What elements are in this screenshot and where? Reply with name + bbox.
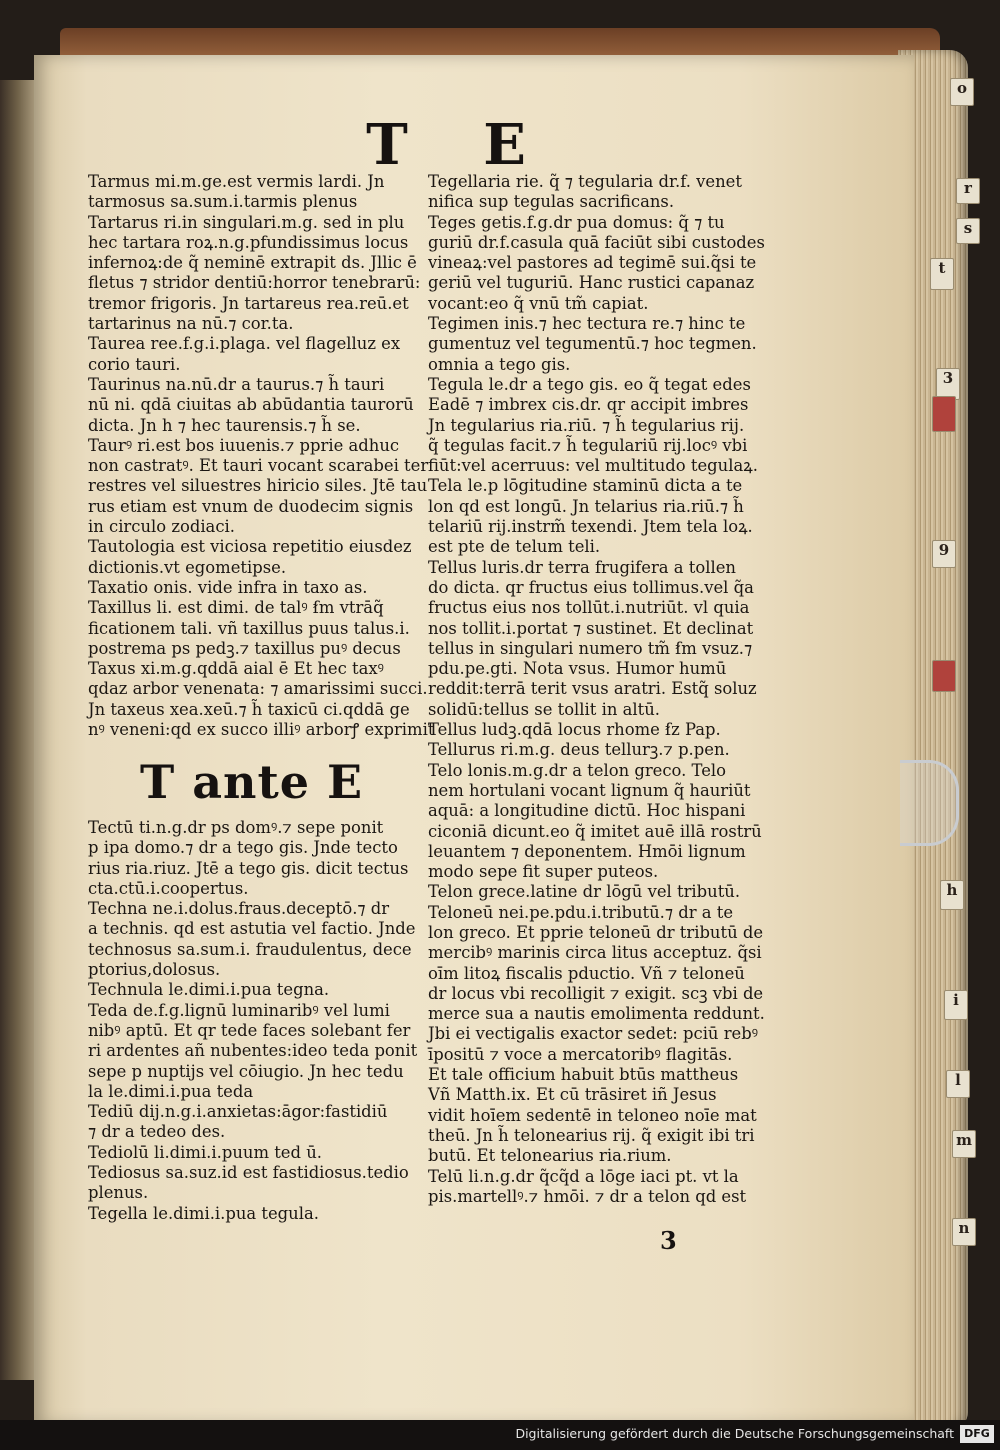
text-line: īpositū ⁊ voce a mercatoribꝰ flagitās.: [428, 1044, 733, 1064]
text-line: Tediosus sa.suz.id est fastidiosus.tedio: [88, 1163, 409, 1183]
text-line: Taurinus na.nū.dr a taurus.⁊ h̃ tauri: [88, 374, 385, 394]
text-line: Technula le.dimi.i.pua tegna.: [88, 980, 330, 1000]
text-line: omnia a tego gis.: [428, 354, 571, 374]
thumb-index-tab: 3: [936, 368, 960, 400]
text-line: reddit:terrā terit vsus aratri. Estq̃ soluz: [428, 679, 757, 699]
text-line: Tartarus ri.in singulari.m.g. sed in plu: [88, 212, 405, 232]
text-line: gumentuz vel tegumentū.⁊ hoc tegmen.: [428, 334, 757, 354]
text-line: Tegimen inis.⁊ hec tectura re.⁊ hinc te: [428, 314, 746, 334]
text-line: pdu.pe.gti. Nota vsus. Humor humū: [428, 659, 727, 679]
text-line: Taxillus li. est dimi. de talꝰ ẜm vtrāq̃: [88, 598, 384, 618]
text-line: Jn tegularius ria.riū. ⁊ h̃ tegularius rij.: [428, 415, 745, 435]
dfg-logo: DFG: [960, 1425, 994, 1443]
thumb-index-tab: n: [952, 1218, 976, 1246]
text-line: leuantem ⁊ deponentem. Hmōi lignum: [428, 841, 746, 861]
footer-credit: Digitalisierung gefördert durch die Deutsche Forschungsgemeinschaft: [515, 1426, 954, 1441]
text-line: Taurea ree.f.g.i.plaga. vel flagelluz ex: [88, 334, 401, 354]
text-line: nibꝰ aptū. Et qr tede faces solebant fer: [88, 1020, 411, 1040]
text-line: guriū dr.f.casula quā faciūt sibi custodes: [428, 232, 765, 252]
thumb-index-tab: o: [950, 78, 974, 106]
text-line: Et tale officium habuit btūs mattheus: [428, 1065, 739, 1085]
text-line: Teges getis.f.g.dr pua domus: q̃ ⁊ tu: [428, 212, 725, 232]
text-line: plenus.: [88, 1183, 149, 1203]
text-line: fletus ⁊ stridor dentiū:horror tenebrarū:: [88, 273, 421, 293]
thumb-index-tab: 9: [932, 540, 956, 568]
text-line: q̃ tegulas facit.⁊ h̃ tegulariū rij.locꝰ vbi: [428, 435, 748, 455]
text-line: rius ria.riuz. Jtē a tego gis. dicit tectus: [88, 858, 409, 878]
text-line: do dicta. qr fructus eius tollimus.vel q̃a: [428, 577, 754, 597]
thumb-index-tab-red: [932, 396, 956, 432]
text-line: geriū vel tuguriū. Hanc rustici capanaz: [428, 273, 755, 293]
text-line: ficationem tali. vñ taxillus puus talus.i.: [88, 618, 410, 638]
text-line: Tela le.p lōgitudine staminū dicta a te: [428, 476, 743, 496]
page-heading: T E: [366, 112, 554, 178]
text-line: dictionis.vt egometipse.: [88, 557, 287, 577]
text-line: tellus in singulari numero tm̃ ẜm vsuz.⁊: [428, 638, 753, 658]
text-line: dr locus vbi recolligit ⁊ exigit. scꝫ vbi de: [428, 983, 764, 1003]
text-line: Tautologia est viciosa repetitio eiusdez: [88, 537, 412, 557]
text-line: ciconiā dicunt.eo q̃ imitet auē illā rostrū: [428, 821, 762, 841]
text-line: Tediū dij.n.g.i.anxietas:āgor:fastidiū: [88, 1102, 388, 1122]
text-line: Teloneū nei.pe.pdu.i.tributū.⁊ dr a te: [428, 902, 734, 922]
text-line: Tellurus ri.m.g. deus tellurꝫ.⁊ p.pen.: [428, 740, 730, 760]
text-line: merce sua a nautis emolimenta reddunt.: [428, 1004, 765, 1024]
text-line: lon qd est longū. Jn telarius ria.riū.⁊ h̃: [428, 496, 744, 516]
left-column-lower: [88, 818, 418, 1224]
text-line: vidit hoīem sedentē in teloneo noīe mat: [428, 1105, 757, 1125]
text-line: non castratꝰ. Et tauri vocant scarabei ter: [88, 456, 429, 476]
section-heading: T ante E: [140, 755, 364, 809]
thumb-index-tab: l: [946, 1070, 970, 1098]
text-line: nifica sup tegulas sacrificans.: [428, 192, 675, 212]
text-line: Techna ne.i.dolus.fraus.deceptō.⁊ dr: [88, 899, 390, 919]
text-line: infernoꝝ:de q̃ neminē extrapit ds. Jllic ē: [88, 253, 417, 273]
text-line: Tegella le.dimi.i.pua tegula.: [88, 1203, 319, 1223]
text-line: Telū li.n.g.dr q̃cq̃d a lōge iaci pt. vt la: [428, 1166, 739, 1186]
thumb-index-tab: t: [930, 258, 954, 290]
text-line: mercibꝰ marinis circa litus acceptuz. q̃si: [428, 943, 762, 963]
thumb-index-tab: i: [944, 990, 968, 1020]
text-line: vineaꝝ:vel pastores ad tegimē sui.q̃si te: [428, 253, 757, 273]
text-line: vocant:eo q̃ vnū tm̃ capiat.: [428, 293, 649, 313]
text-line: fiūt:vel acerruus: vel multitudo tegulaꝝ.: [428, 456, 758, 476]
text-line: theū. Jn h̃ telonearius rij. q̃ exigit ibi tri: [428, 1125, 755, 1145]
text-line: Taxatio onis. vide infra in taxo as.: [88, 577, 368, 597]
text-line: tartarinus na nū.⁊ cor.ta.: [88, 314, 294, 334]
text-line: in circulo zodiaci.: [88, 517, 235, 537]
text-line: Jbi ei vectigalis exactor sedet: pciū rebꝰ: [428, 1024, 758, 1044]
text-line: aquā: a longitudine dictū. Hoc hispani: [428, 801, 746, 821]
text-line: lon greco. Et pprie teloneū dr tributū de: [428, 922, 764, 942]
text-line: Eadē ⁊ imbrex cis.dr. qr accipit imbres: [428, 395, 749, 415]
text-line: pis.martellꝰ.⁊ hmōi. ⁊ dr a telon qd est: [428, 1186, 747, 1206]
page-clip: [900, 760, 959, 846]
text-line: corio tauri.: [88, 354, 181, 374]
text-line: Telo lonis.m.g.dr a telon greco. Telo: [428, 760, 727, 780]
text-line: Teda de.f.g.lignū luminaribꝰ vel lumi: [88, 1000, 390, 1020]
text-line: a technis. qd est astutia vel factio. Jnde: [88, 919, 416, 939]
right-column: [428, 172, 788, 1207]
text-line: Tegula le.dr a tego gis. eo q̃ tegat edes: [428, 374, 751, 394]
text-line: ri ardentes añ nubentes:ideo teda ponit: [88, 1041, 418, 1061]
text-line: Tegellaria rie. q̃ ⁊ tegularia dr.f. venet: [428, 172, 742, 191]
text-line: sepe p nuptijs vel cōiugio. Jn hec tedu: [88, 1061, 404, 1081]
text-line: ptorius,dolosus.: [88, 960, 221, 980]
text-line: la le.dimi.i.pua teda: [88, 1081, 254, 1101]
text-line: postrema ps pedꝫ.⁊ taxillus puꝰ decus: [88, 638, 401, 658]
text-line: Tarmus mi.m.ge.est vermis lardi. Jn: [88, 172, 385, 191]
text-line: Taurꝰ ri.est bos iuuenis.⁊ pprie adhuc: [88, 435, 400, 455]
text-line: est pte de telum teli.: [428, 537, 601, 557]
text-line: ⁊ dr a tedeo des.: [88, 1122, 226, 1142]
text-line: qdaz arbor venenata: ⁊ amarissimi succi.: [88, 679, 428, 699]
text-line: fructus eius nos tollūt.i.nutriūt. vl quia: [428, 598, 750, 618]
text-line: Telon grece.latine dr lōgū vel tributū.: [428, 882, 741, 902]
thumb-index-tab: s: [956, 218, 980, 244]
text-line: p ipa domo.⁊ dr a tego gis. Jnde tecto: [88, 838, 398, 858]
text-line: technosus sa.sum.i. fraudulentus, dece: [88, 939, 412, 959]
thumb-index-tab: m: [952, 1130, 976, 1158]
thumb-index-tab-red: [932, 660, 956, 692]
text-line: Jn taxeus xea.xeū.⁊ h̃ taxicū ci.qddā ge: [88, 699, 410, 719]
text-line: nos tollit.i.portat ⁊ sustinet. Et declinat: [428, 618, 754, 638]
text-line: Vñ Matth.ix. Et cū trāsiret iñ Jesus: [428, 1085, 717, 1105]
thumb-index-tab: h: [940, 880, 964, 910]
text-line: dicta. Jn h ⁊ hec taurensis.⁊ h̃ se.: [88, 415, 361, 435]
text-line: rus etiam est vnum de duodecim signis: [88, 496, 414, 516]
text-line: solidū:tellus se tollit in altū.: [428, 699, 660, 719]
text-line: nem hortulani vocant lignum q̃ hauriūt: [428, 780, 751, 800]
text-line: butū. Et telonearius ria.rium.: [428, 1146, 672, 1166]
text-line: Taxus xi.m.g.qddā aial ē Et hec taxꝰ: [88, 659, 384, 679]
text-line: Tellus ludꝫ.qdā locus rhome ẜz Pap.: [428, 720, 721, 740]
thumb-index-tab: r: [956, 178, 980, 204]
text-line: Tediolū li.dimi.i.puum ted ū.: [88, 1142, 322, 1162]
text-line: tremor frigoris. Jn tartareus rea.reū.et: [88, 293, 409, 313]
footer-bar: [0, 1420, 1000, 1450]
text-line: oīm litoꝝ fiscalis pductio. Vñ ⁊ teloneū: [428, 963, 745, 983]
text-line: modo sepe fit super puteos.: [428, 862, 659, 882]
text-line: tarmosus sa.sum.i.tarmis plenus: [88, 192, 358, 212]
text-line: Tectū ti.n.g.dr ps domꝰ.⁊ sepe ponit: [88, 818, 384, 837]
text-line: hec tartara roꝝ.n.g.pfundissimus locus: [88, 232, 409, 252]
text-line: telariū rij.instrm̃ texendi. Jtem tela loꝝ.: [428, 517, 753, 537]
text-line: restres vel siluestres hiricio siles. Jtē tau: [88, 476, 428, 496]
text-line: nꝰ veneni:qd ex succo illiꝰ arborꝭ exprimit: [88, 720, 435, 740]
left-column: [88, 172, 435, 740]
text-line: nū ni. qdā ciuitas ab abūdantia taurorū: [88, 395, 414, 415]
text-line: Tellus luris.dr terra frugifera a tollen: [428, 557, 736, 577]
signature-mark: 3: [660, 1226, 677, 1255]
text-line: cta.ctū.i.coopertus.: [88, 878, 249, 898]
